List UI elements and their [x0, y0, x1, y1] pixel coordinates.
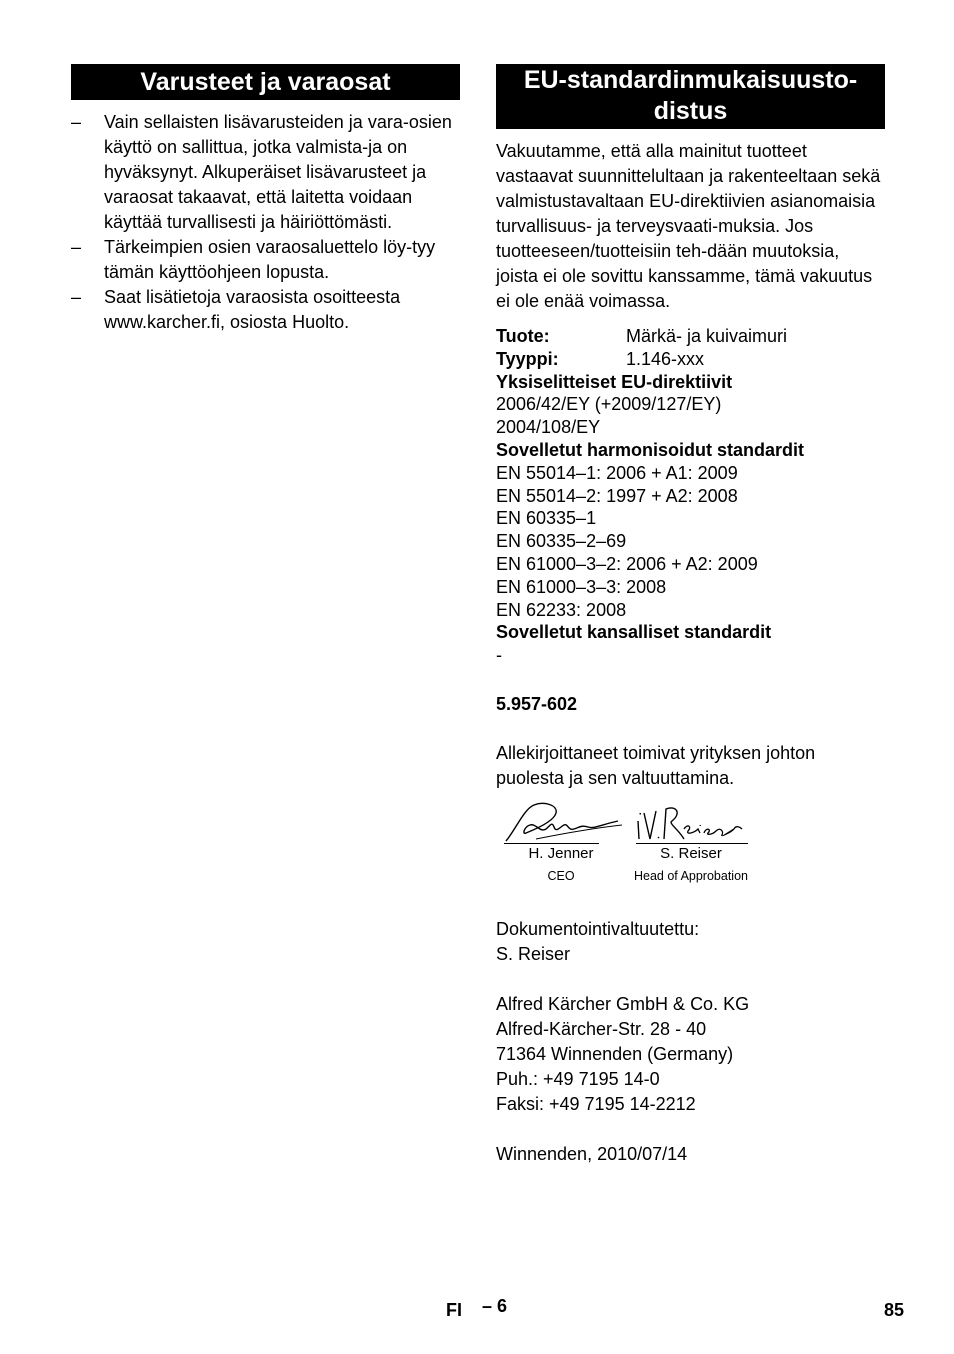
list-item-text: Saat lisätietoja varaosista osoitteesta www.karcher.fi, osiosta Huolto.	[104, 287, 401, 332]
signer-name: S. Reiser	[660, 844, 722, 862]
signer-name: H. Jenner	[528, 844, 594, 862]
signature-reiser	[626, 799, 756, 883]
place-date: Winnenden, 2010/07/14	[496, 1143, 688, 1164]
address-line: Faksi: +49 7195 14-2212	[496, 1093, 696, 1114]
directive-item: 2004/108/EY	[496, 417, 601, 438]
list-item	[71, 285, 460, 335]
signer-role: CEO	[547, 868, 575, 883]
signature-jenner	[496, 799, 626, 883]
accessories-heading: Varusteet ja varaosat	[71, 64, 460, 100]
standard-item: EN 61000–3–2: 2006 + A2: 2009	[496, 553, 758, 574]
national-value: -	[496, 645, 502, 666]
type-row	[496, 348, 885, 371]
address-line: Alfred-Kärcher-Str. 28 - 40	[496, 1018, 707, 1039]
documentation-block	[496, 917, 885, 967]
directive-item: 2006/42/EY (+2009/127/EY)	[496, 394, 722, 415]
signature-reiser-image	[626, 799, 756, 845]
signer-role: Head of Approbation	[634, 868, 748, 883]
signature-line	[636, 843, 748, 844]
standard-item: EN 62233: 2008	[496, 599, 627, 620]
declaration-intro: Vakuutamme, että alla mainitut tuotteet vastaavat suunnittelultaan ja rakenteeltaan sekä valmistustavaltaan EU-direktiivien asianomaisia turvallisuus- ja terveysvaati-muksia. Jos tuotteeseen/tuotteisiin teh-dään muutoksia, joista ei ole sovittu kanssamme, tämä vakuutus ei ole enää voimassa.	[496, 141, 881, 311]
product-row	[496, 325, 885, 348]
place-date-block	[496, 1142, 885, 1167]
product-value: Märkä- ja kuivaimuri	[626, 326, 788, 346]
national-heading: Sovelletut kansalliset standardit	[496, 622, 772, 643]
list-item	[71, 110, 460, 235]
footer-page-marker: – 6	[482, 1296, 508, 1316]
standard-item: EN 55014–1: 2006 + A1: 2009	[496, 462, 738, 483]
documentation-name: S. Reiser	[496, 943, 571, 964]
list-item-text: Vain sellaisten lisävarusteiden ja vara-osien käyttö on sallittua, jotka valmista-ja on hyväksynyt. Alkuperäiset lisävarusteet ja varaosat takaavat, että laitetta voidaan käyttää turvallisesti ja häiriöttömästi.	[104, 112, 452, 232]
list-item-text: Tärkeimpien osien varaosaluettelo löy-tyy tämän käyttöohjeen lopusta.	[104, 237, 436, 282]
declaration-heading	[496, 64, 885, 129]
directives-heading: Yksiselitteiset EU-direktiivit	[496, 371, 733, 392]
declaration-section	[496, 64, 885, 1167]
accessories-section	[71, 64, 460, 335]
signature-line	[504, 843, 599, 844]
list-dash: –	[71, 237, 82, 257]
standard-item: EN 60335–2–69	[496, 531, 627, 552]
documentation-label: Dokumentointivaltuutettu:	[496, 918, 700, 939]
footer-language: FI	[446, 1300, 462, 1320]
address-line: 71364 Winnenden (Germany)	[496, 1043, 734, 1064]
address-line: Alfred Kärcher GmbH & Co. KG	[496, 993, 750, 1014]
signed-statement: Allekirjoittaneet toimivat yrityksen johton puolesta ja sen valtuuttamina.	[496, 742, 816, 788]
list-dash: –	[71, 112, 82, 132]
signatures	[496, 799, 885, 899]
footer-page-number: 85	[884, 1300, 905, 1320]
accessories-list	[71, 100, 460, 335]
standard-item: EN 60335–1	[496, 508, 597, 529]
product-label: Tuote:	[496, 326, 550, 346]
type-label: Tyyppi:	[496, 348, 559, 369]
signature-jenner-image	[496, 799, 626, 845]
address-line: Puh.: +49 7195 14-0	[496, 1068, 660, 1089]
declaration-heading-line2: distus	[653, 97, 728, 125]
list-item	[71, 235, 460, 285]
document-number: 5.957-602	[496, 693, 578, 714]
spec-block	[496, 325, 885, 667]
standard-item: EN 55014–2: 1997 + A2: 2008	[496, 485, 738, 506]
list-dash: –	[71, 287, 82, 307]
harmonised-heading: Sovelletut harmonisoidut standardit	[496, 439, 805, 460]
declaration-heading-line1: EU-standardinmukaisuusto-	[523, 66, 858, 94]
address-block	[496, 992, 885, 1117]
standard-item: EN 61000–3–3: 2008	[496, 576, 667, 597]
type-value: 1.146-xxx	[626, 348, 705, 369]
